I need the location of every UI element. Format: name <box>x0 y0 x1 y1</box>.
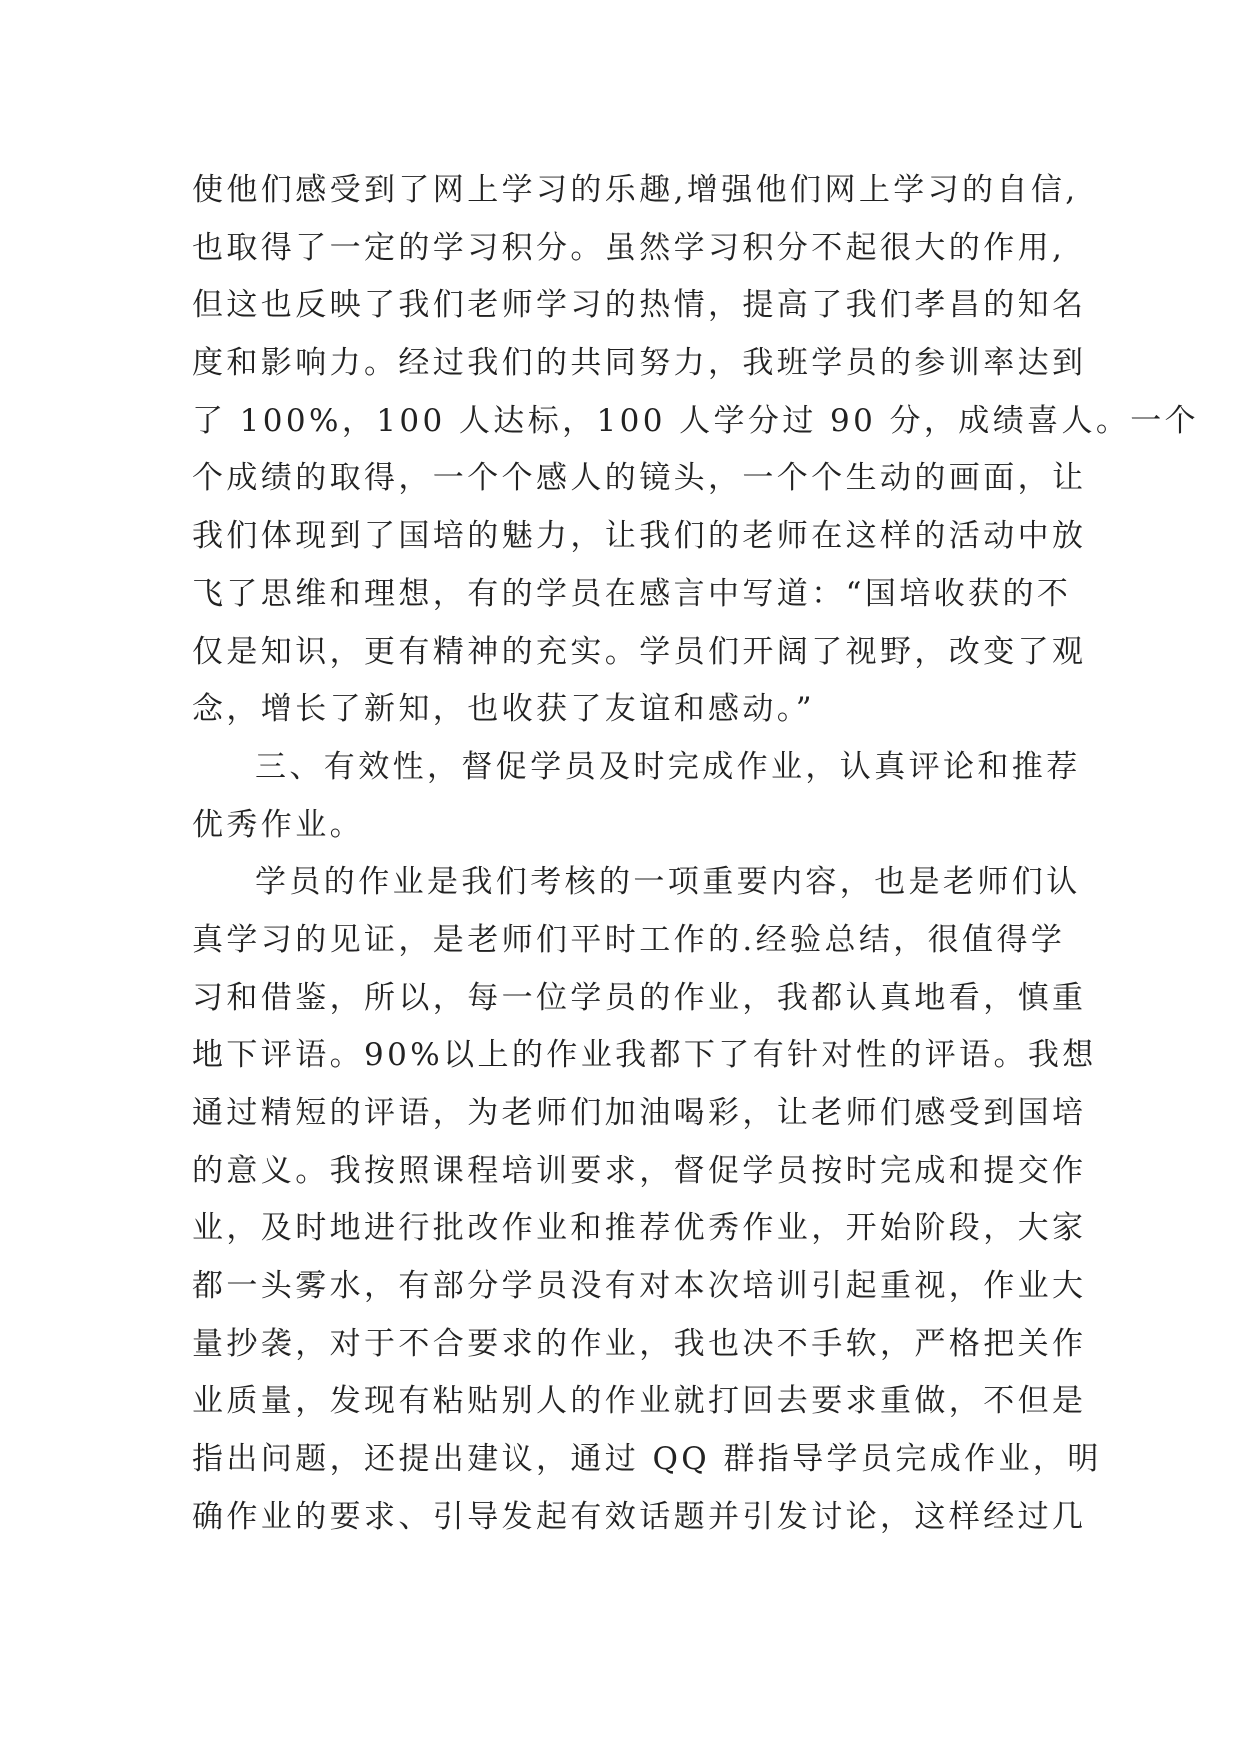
text-line: 习和借鉴，所以，每一位学员的作业，我都认真地看，慎重 <box>192 979 1087 1016</box>
section-heading: 三、有效性，督促学员及时完成作业，认真评论和推荐 <box>255 748 1081 785</box>
text-line: 地下评语。90%以上的作业我都下了有针对性的评语。我想 <box>192 1037 1097 1074</box>
text-line: 的意义。我按照课程培训要求，督促学员按时完成和提交作 <box>192 1152 1087 1189</box>
text-line: 指出问题，还提出建议，通过 QQ 群指导学员完成作业，明 <box>192 1441 1102 1478</box>
body-text <box>192 162 1200 1547</box>
text-line: 业，及时地进行批改作业和推荐优秀作业，开始阶段，大家 <box>192 1210 1087 1247</box>
text-line: 业质量，发现有粘贴别人的作业就打回去要求重做，不但是 <box>192 1383 1087 1420</box>
text-line: 了 100%，100 人达标，100 人学分过 90 分，成绩喜人。一个 <box>192 402 1200 439</box>
text-line: 我们体现到了国培的魅力，让我们的老师在这样的活动中放 <box>192 518 1087 555</box>
text-line: 使他们感受到了网上学习的乐趣,增强他们网上学习的自信, <box>192 172 1079 208</box>
text-line: 真学习的见证，是老师们平时工作的.经验总结，很值得学 <box>192 921 1066 958</box>
paragraph-start: 学员的作业是我们考核的一项重要内容，也是老师们认 <box>255 864 1081 901</box>
text-line: 都一头雾水，有部分学员没有对本次培训引起重视，作业大 <box>192 1268 1087 1305</box>
text-line: 也取得了一定的学习积分。虽然学习积分不起很大的作用, <box>192 229 1066 266</box>
text-line: 确作业的要求、引导发起有效话题并引发讨论，这样经过几 <box>192 1498 1087 1535</box>
text-line: 飞了思维和理想，有的学员在感言中写道：“国培收获的不 <box>192 575 1072 612</box>
text-line: 度和影响力。经过我们的共同努力，我班学员的参训率达到 <box>192 345 1087 382</box>
text-line: 仅是知识，更有精神的充实。学员们开阔了视野，改变了观 <box>192 633 1087 670</box>
text-line: 通过精短的评语，为老师们加油喝彩，让老师们感受到国培 <box>192 1095 1087 1131</box>
text-line: 念，增长了新知，也收获了友谊和感动。” <box>192 691 815 728</box>
text-line: 个成绩的取得，一个个感人的镜头，一个个生动的画面，让 <box>192 460 1087 497</box>
text-line: 量抄袭，对于不合要求的作业，我也决不手软，严格把关作 <box>192 1325 1087 1362</box>
section-heading-continued: 优秀作业。 <box>192 806 364 843</box>
text-line: 但这也反映了我们老师学习的热情，提高了我们孝昌的知名 <box>192 287 1087 324</box>
